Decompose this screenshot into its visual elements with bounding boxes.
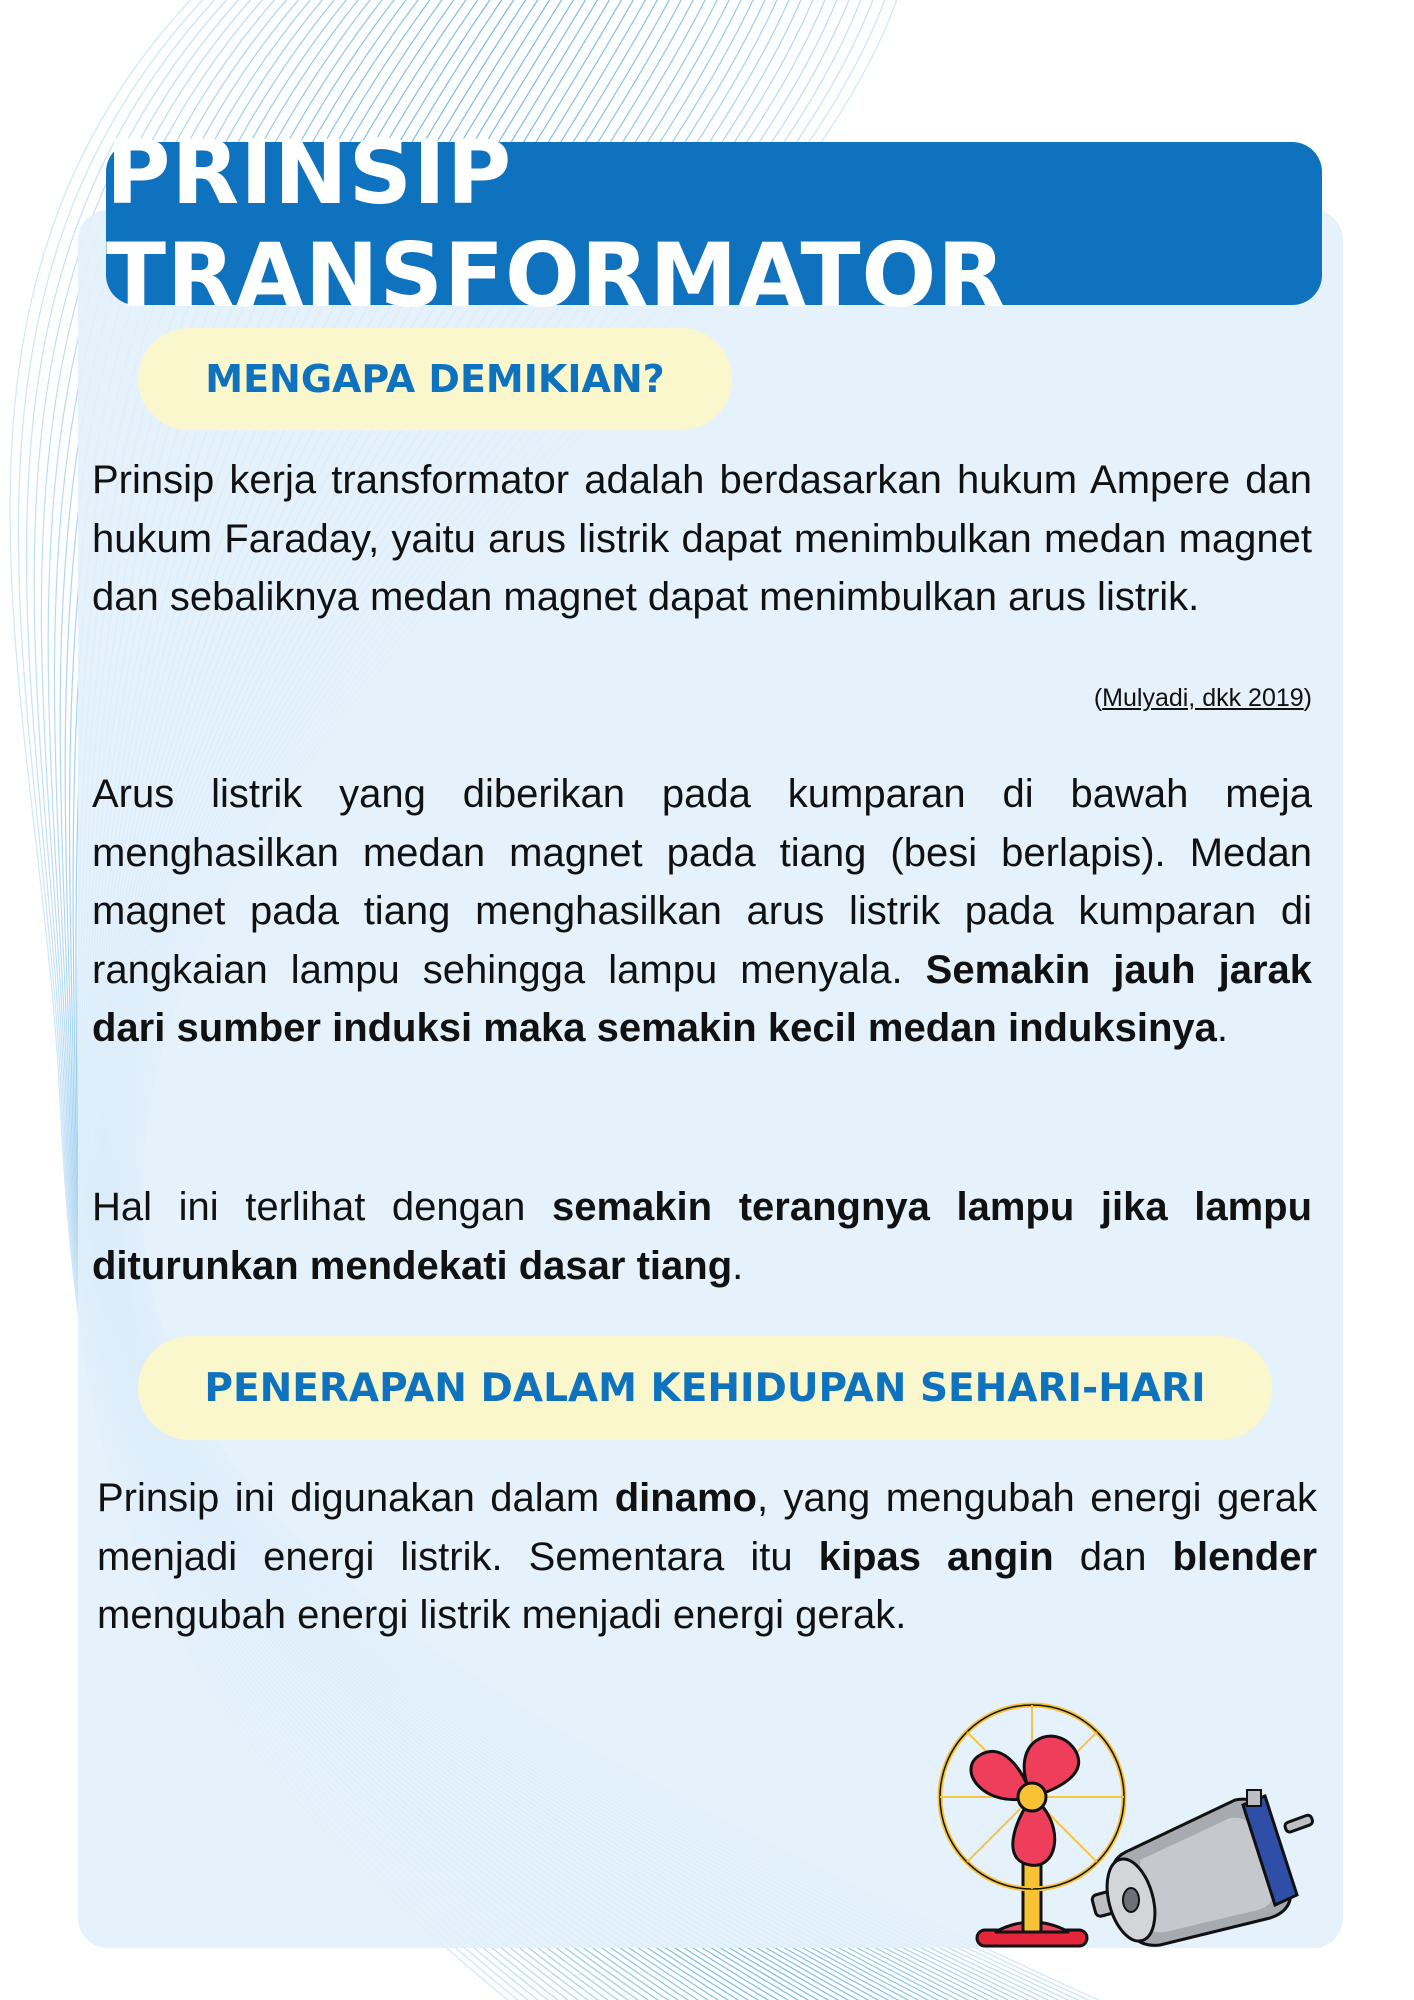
- citation-open: (: [1093, 684, 1103, 712]
- paragraph-explanation-end: .: [1216, 1006, 1229, 1050]
- paragraph-observation: [92, 1178, 1312, 1295]
- application-text-4: mengubah energi listrik menjadi energi gerak.: [97, 1593, 907, 1637]
- paragraph-explanation-text: Arus listrik yang diberikan pada kumparan di bawah meja menghasilkan medan magnet pada tiang (besi berlapis). Medan magnet pada tiang menghasilkan arus listrik pada kumparan di rangkaian lampu sehingga lampu menyala.: [92, 772, 1312, 992]
- paragraph-explanation-bold: Semakin jauh jarak dari sumber induksi maka semakin kecil medan induksinya: [92, 947, 1312, 1050]
- section-heading-application-label: PENERAPAN DALAM KEHIDUPAN SEHARI-HARI: [204, 1365, 1206, 1411]
- paragraph-explanation: [92, 765, 1312, 1058]
- citation-link[interactable]: Mulyadi, dkk 2019: [1102, 684, 1304, 712]
- appliance-illustration: [925, 1700, 1315, 1950]
- paragraph-observation-bold: semakin terangnya lampu jika lampu diturunkan mendekati dasar tiang: [92, 1185, 1312, 1288]
- page-title: PRINSIP TRANSFORMATOR: [106, 120, 1007, 327]
- citation: [1000, 684, 1312, 713]
- section-heading-why: [138, 328, 732, 430]
- section-heading-why-label: MENGAPA DEMIKIAN?: [205, 357, 665, 401]
- application-bold-blender: blender: [1172, 1534, 1318, 1579]
- application-text-2: , yang mengubah energi gerak menjadi energi listrik. Sementara itu: [97, 1476, 1317, 1579]
- application-bold-fan: kipas angin: [818, 1534, 1054, 1579]
- application-text-3: dan: [1053, 1534, 1173, 1579]
- application-text-1: Prinsip ini digunakan dalam: [97, 1476, 615, 1520]
- paragraph-application: [97, 1469, 1317, 1645]
- paragraph-principle: [92, 451, 1312, 627]
- application-bold-dinamo: dinamo: [614, 1476, 757, 1520]
- paragraph-principle-text: Prinsip kerja transformator adalah berdasarkan hukum Ampere dan hukum Faraday, yaitu arus listrik dapat menimbulkan medan magnet dan sebaliknya medan magnet dapat menimbulkan arus listrik.: [92, 458, 1312, 619]
- section-heading-application: [138, 1336, 1272, 1440]
- citation-close: ): [1303, 684, 1312, 712]
- title-banner: [106, 120, 1322, 327]
- paragraph-observation-end: .: [732, 1243, 744, 1288]
- paragraph-observation-text: Hal ini terlihat dengan: [92, 1185, 552, 1229]
